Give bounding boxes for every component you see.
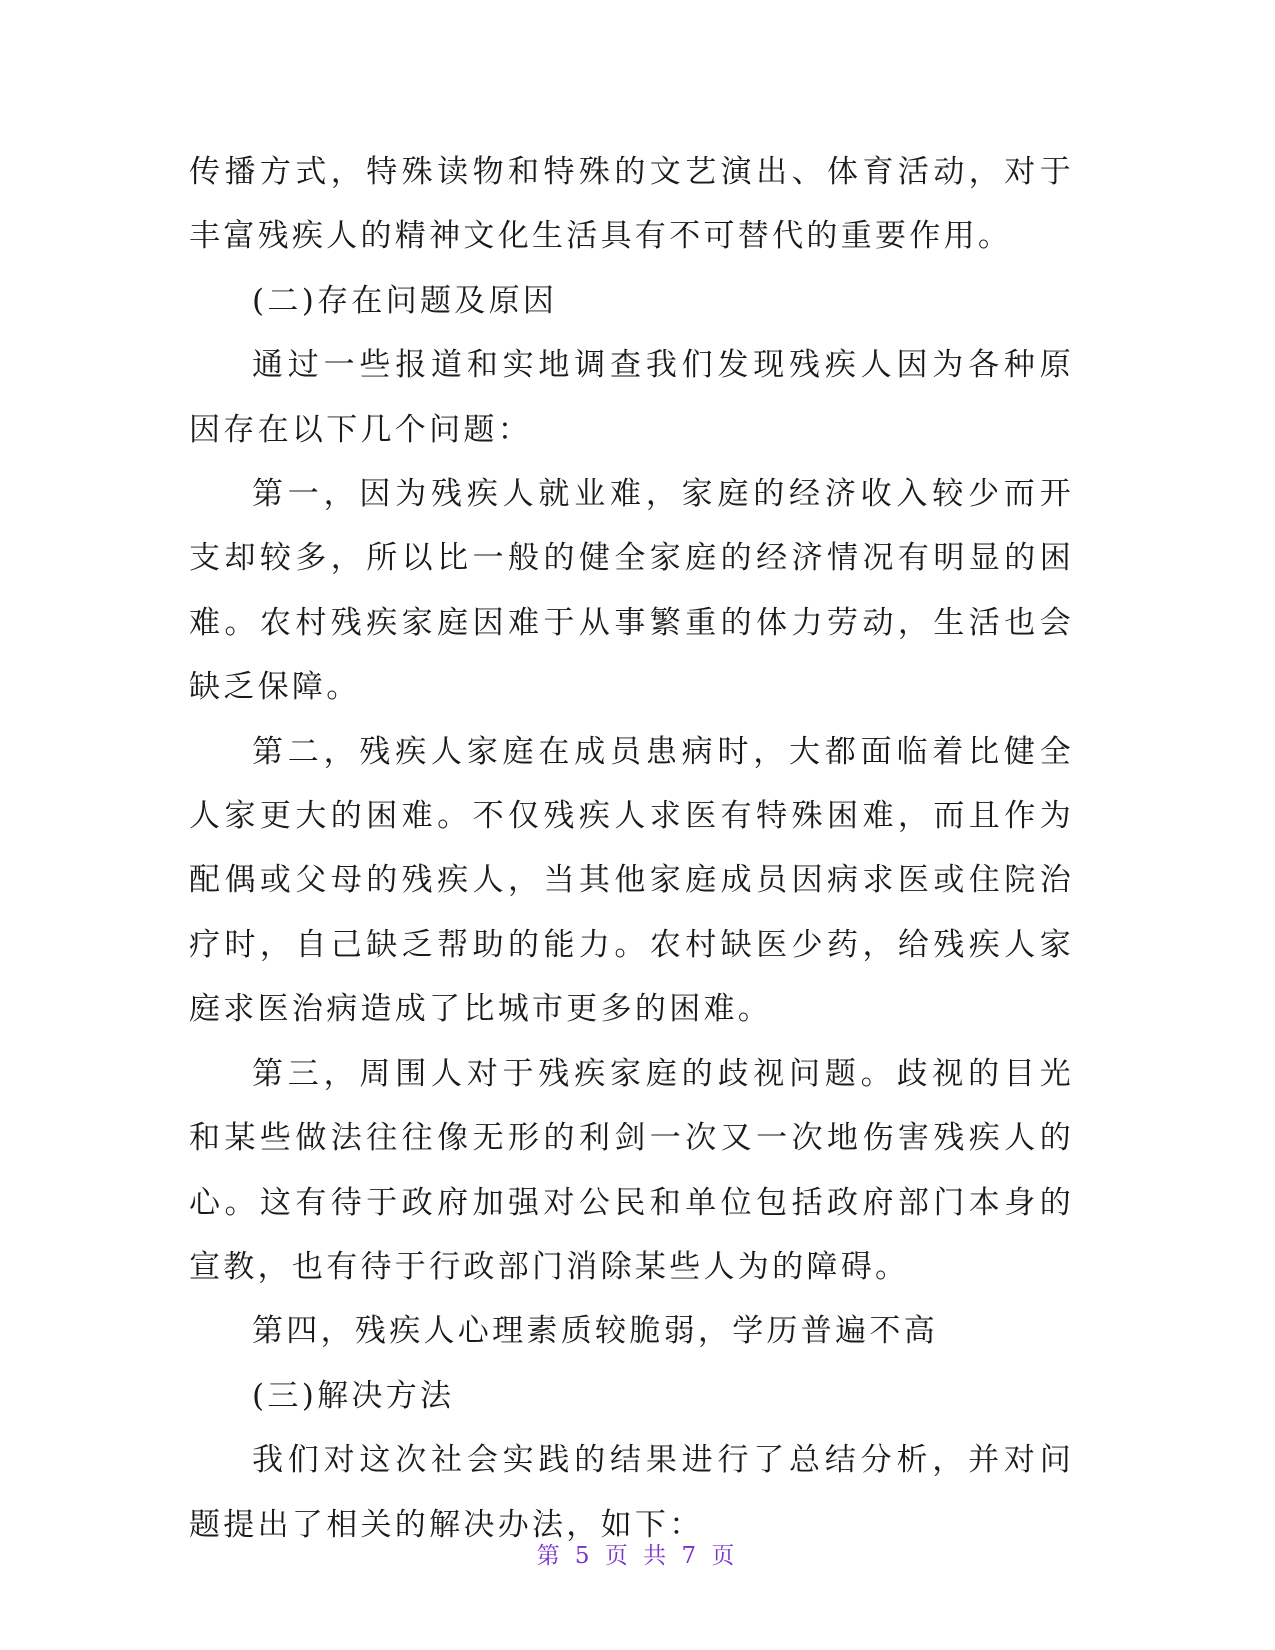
page-footer	[0, 1537, 1275, 1570]
paragraph-1: 传播方式，特殊读物和特殊的文艺演出、体育活动，对于丰富残疾人的精神文化生活具有不可替代的重要作用。	[189, 154, 1074, 255]
document-body	[189, 140, 1074, 1557]
page-number-label: 第 5 页 共 7 页	[536, 1543, 739, 1569]
paragraph-solutions-intro: 我们对这次社会实践的结果进行了总结分析，并对问题提出了相关的解决办法，如下：	[189, 1442, 1074, 1543]
paragraph-problem-1: 第一，因为残疾人就业难，家庭的经济收入较少而开支却较多，所以比一般的健全家庭的经济情况有明显的困难。农村残疾家庭因难于从事繁重的体力劳动，生活也会缺乏保障。	[189, 476, 1074, 706]
paragraph-problem-2: 第二，残疾人家庭在成员患病时，大都面临着比健全人家更大的困难。不仅残疾人求医有特殊困难，而且作为配偶或父母的残疾人，当其他家庭成员因病求医或住院治疗时，自己缺乏帮助的能力。农村缺医少药，给残疾人家庭求医治病造成了比城市更多的困难。	[189, 733, 1074, 1028]
section-heading-problems: (二)存在问题及原因	[252, 282, 558, 319]
paragraph-problem-3: 第三，周围人对于残疾家庭的歧视问题。歧视的目光和某些做法往往像无形的利剑一次又一次地伤害残疾人的心。这有待于政府加强对公民和单位包括政府部门本身的宣教，也有待于行政部门消除某些人为的障碍。	[189, 1055, 1074, 1285]
paragraph-intro-problems: 通过一些报道和实地调查我们发现残疾人因为各种原因存在以下几个问题：	[189, 347, 1074, 448]
section-heading-solutions: (三)解决方法	[252, 1377, 455, 1414]
paragraph-problem-4: 第四，残疾人心理素质较脆弱，学历普遍不高	[252, 1313, 938, 1350]
